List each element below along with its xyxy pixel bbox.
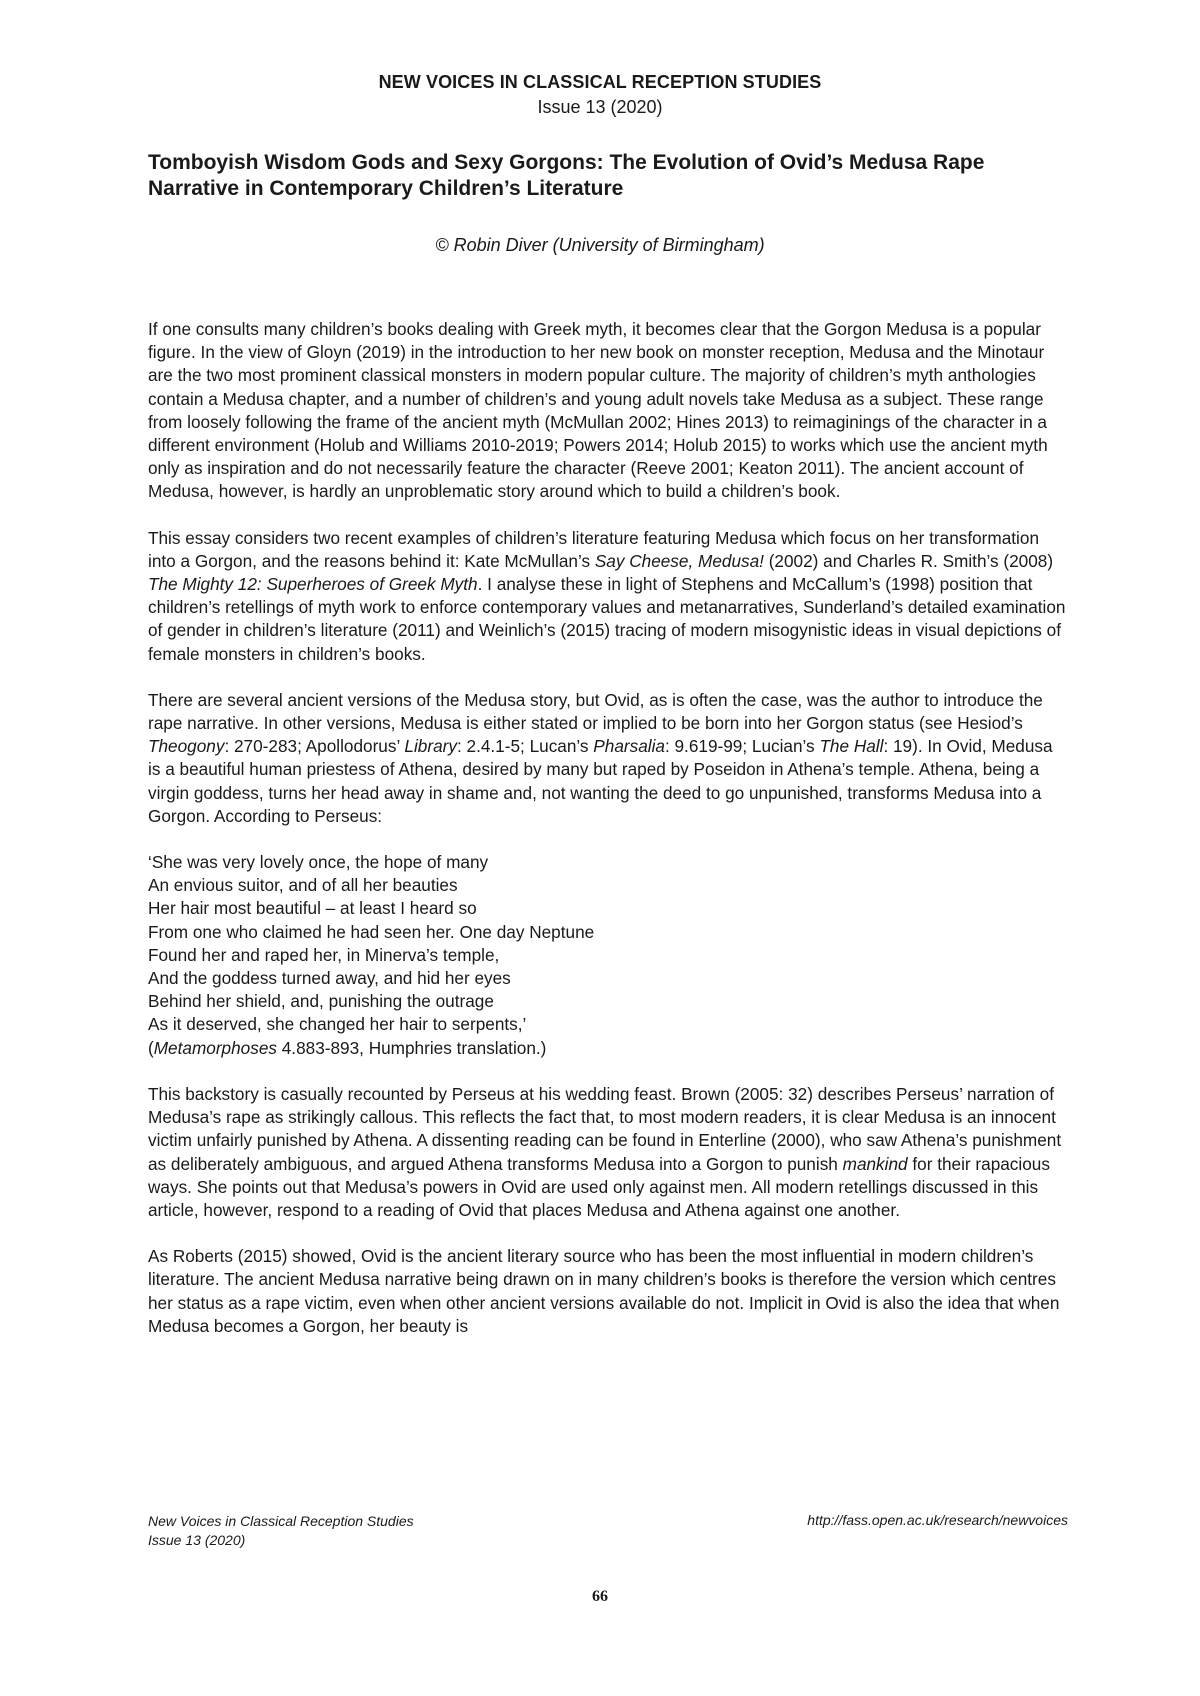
paragraph-2-text-e: . I analyse these in light of Stephens and McCallum’s (1998) position that children’s retellings of myth work to enforce contemporary values and metanarratives, Sunderland’s detailed examination of gender in children’s literature (2011) and Weinlich’s (2015) tracing of modern misogynistic ideas in visual depictions of female monsters in children’s books.: [148, 574, 1066, 664]
citation-open: (: [148, 1037, 154, 1058]
paragraph-2-text-a: This essay considers two recent examples of children’s literature featuring Medusa which focus on her transformation into a Gorgon, and the reasons behind it: Kate McMullan’s: [148, 527, 1039, 571]
paragraph-2-text-c: (2002) and Charles R. Smith’s (2008): [763, 550, 1054, 571]
article-body: [148, 318, 1068, 1361]
paragraph-4: [148, 1083, 1068, 1222]
paragraph-3-text-a: There are several ancient versions of the Medusa story, but Ovid, as is often the case, was the author to introduce the rape narrative. In other versions, Medusa is either stated or implied to be born into her Gorgon status (see Hesiod’s: [148, 689, 1043, 734]
paragraph-4-text-c: for their rapacious ways. She points out that Medusa’s powers in Ovid are used only against men. All modern retellings discussed in this article, however, respond to a reading of Ovid that places Medusa and Athena against one another.: [148, 1153, 1050, 1220]
footer-url: http://fass.open.ac.uk/research/newvoices: [807, 1512, 1068, 1528]
poem-line: From one who claimed he had seen her. One day Neptune: [148, 921, 595, 942]
paragraph-4-text-a: This backstory is casually recounted by Perseus at his wedding feast. Brown (2005: 32) describes Perseus’ narration of Medusa’s rape as strikingly callous. This reflects the fact that, to most modern readers, it is clear Medusa is an innocent victim unfairly punished by Athena. A dissenting reading can be found in Enterline (2000), who saw Athena’s punishment as deliberately ambiguous, and argued Athena transforms Medusa into a Gorgon to punish: [148, 1083, 1062, 1174]
journal-title: NEW VOICES IN CLASSICAL RECEPTION STUDIES: [378, 72, 822, 92]
paragraph-3: [148, 689, 1068, 828]
poem-line: And the goddess turned away, and hid her eyes: [148, 968, 511, 989]
poem-line: As it deserved, she changed her hair to serpents,’: [148, 1014, 527, 1035]
poem-citation: [148, 1037, 1068, 1060]
paragraph-2: [148, 527, 1068, 666]
page-number: 66: [592, 1588, 608, 1605]
footer-journal-info: [148, 1512, 414, 1550]
work-title-library: Library: [404, 736, 457, 757]
citation-rest: 4.883-893, Humphries translation.): [276, 1037, 547, 1058]
issue-line: Issue 13 (2020): [537, 97, 663, 117]
poem-line: Found her and raped her, in Minerva’s temple,: [148, 944, 500, 965]
author-line: © Robin Diver (University of Birmingham): [435, 235, 765, 255]
book-title-say-cheese-medusa: Say Cheese, Medusa!: [594, 550, 764, 571]
paragraph-3-text-g: : 9.619-99; Lucian’s: [664, 736, 820, 757]
poem-quotation: [148, 851, 1068, 1060]
footer-journal-name: New Voices in Classical Reception Studies: [148, 1513, 414, 1529]
poem-line: Her hair most beautiful – at least I heard so: [148, 898, 477, 919]
work-title-the-hall: The Hall: [819, 736, 884, 757]
poem-line: An envious suitor, and of all her beauties: [148, 875, 458, 896]
footer-issue: Issue 13 (2020): [148, 1532, 246, 1548]
article-title: Tomboyish Wisdom Gods and Sexy Gorgons: The Evolution of Ovid’s Medusa Rape Narrative in Contemporary Children’s Literature: [148, 151, 985, 200]
work-title-theogony: Theogony: [148, 736, 225, 757]
paragraph-3-text-e: : 2.4.1-5; Lucan’s: [456, 736, 594, 757]
paragraph-5: As Roberts (2015) showed, Ovid is the ancient literary source who has been the most influential in modern children’s literature. The ancient Medusa narrative being drawn on in many children’s books is therefore the version which centres her status as a rape victim, even when other ancient versions available do not. Implicit in Ovid is also the idea that when Medusa becomes a Gorgon, her beauty is: [148, 1246, 1060, 1336]
emphasis-mankind: mankind: [842, 1153, 908, 1174]
paragraph-1: If one consults many children’s books dealing with Greek myth, it becomes clear that the Gorgon Medusa is a popular figure. In the view of Gloyn (2019) in the introduction to her new book on monster reception, Medusa and the Minotaur are the two most prominent classical monsters in modern popular culture. The majority of children’s myth anthologies contain a Medusa chapter, and a number of children’s and young adult novels take Medusa as a subject. These range from loosely following the frame of the ancient myth (McMullan 2002; Hines 2013) to reimaginings of the character in a different environment (Holub and Williams 2010-2019; Powers 2014; Holub 2015) to works which use the ancient myth only as inspiration and do not necessarily feature the character (Reeve 2001; Keaton 2011). The ancient account of Medusa, however, is hardly an unproblematic story around which to build a children’s book.: [148, 319, 1048, 502]
paragraph-3-text-i: : 19). In Ovid, Medusa is a beautiful human priestess of Athena, desired by many but raped by Poseidon in Athena’s temple. Athena, being a virgin goddess, turns her head away in shame and, not wanting the deed to go unpunished, transforms Medusa into a Gorgon. According to Perseus:: [148, 736, 1053, 826]
poem-line: ‘She was very lovely once, the hope of many: [148, 852, 489, 873]
work-title-metamorphoses: Metamorphoses: [153, 1037, 277, 1058]
book-title-mighty-12: The Mighty 12: Superheroes of Greek Myth: [148, 574, 478, 595]
work-title-pharsalia: Pharsalia: [593, 736, 665, 757]
poem-line: Behind her shield, and, punishing the outrage: [148, 991, 494, 1012]
paragraph-3-text-c: : 270-283; Apollodorus’: [224, 736, 405, 757]
